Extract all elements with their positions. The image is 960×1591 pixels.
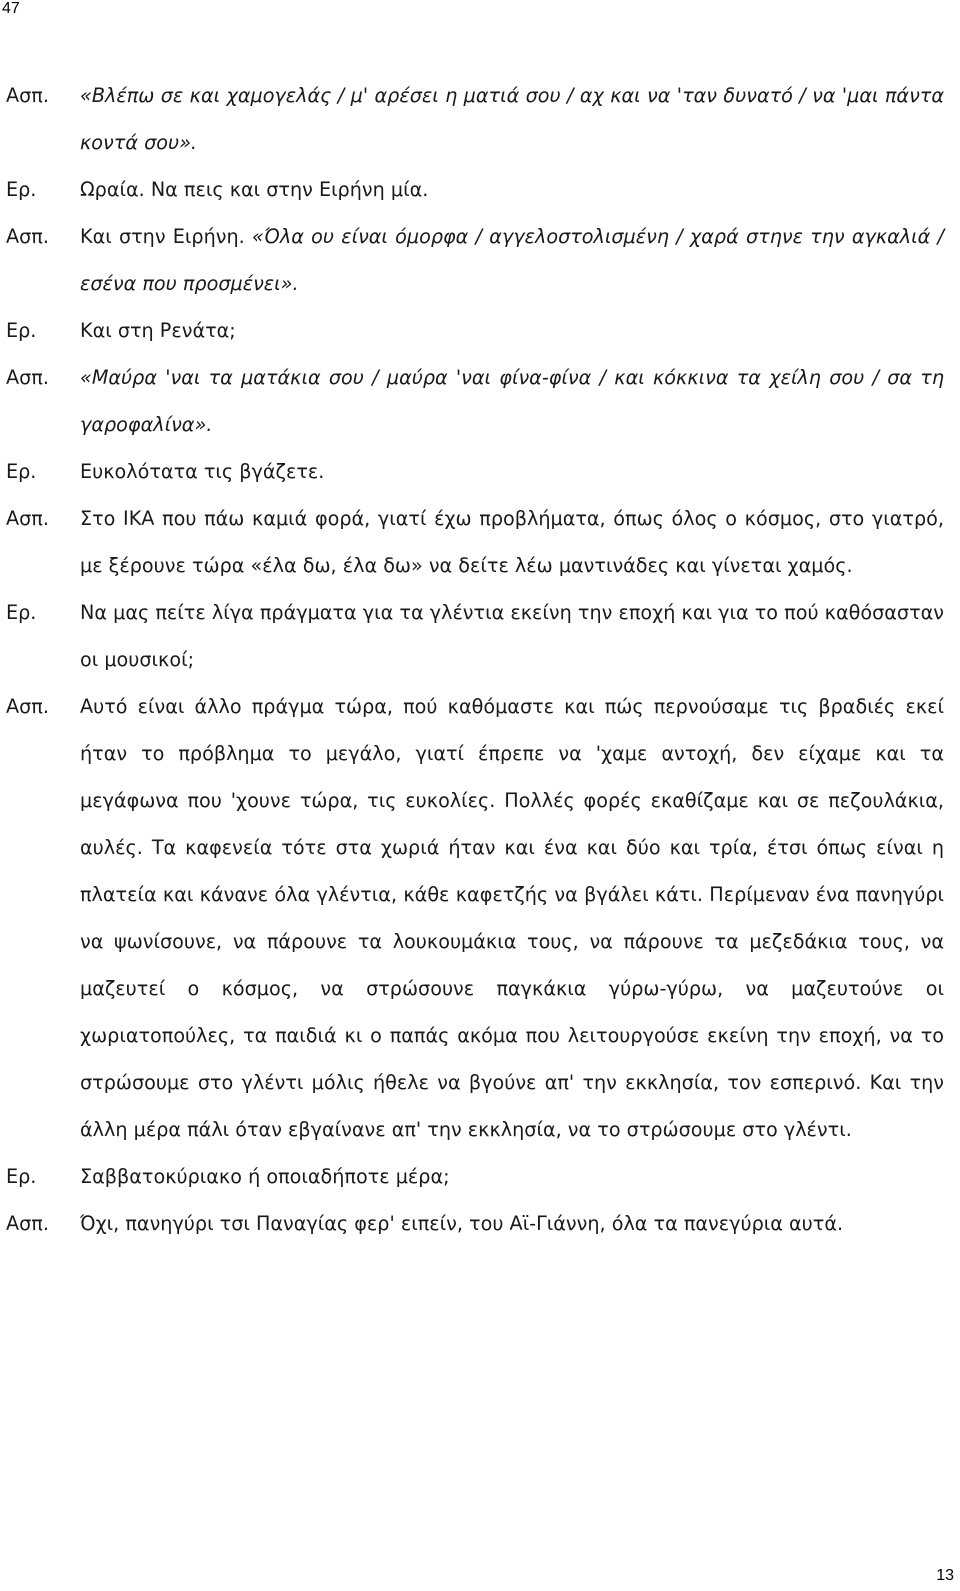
speaker-label: Ερ. <box>6 460 37 483</box>
speaker-label: Ασπ. <box>6 84 49 107</box>
transcript-turn <box>0 354 960 448</box>
utterance-text: Ωραία. Να πεις και στην Ειρήνη μία. <box>80 178 429 201</box>
utterance-text: Αυτό είναι άλλο πράγμα τώρα, πού καθόμαστε και πώς περνούσαμε τις βραδιές εκεί ήταν το πρόβλημα το μεγάλο, γιατί έπρεπε να 'χαμε αντοχή, δεν είχαμε και τα μεγάφωνα που 'χουνε τώρα, τις ευκολίες. Πολλές φορές εκαθίζαμε και σε πεζουλάκια, αυλές. Τα καφενεία τότε στα χωριά ήταν και ένα και δύο και τρία, έτσι όπως είναι η πλατεία και κάνανε όλα γλέντια, κάθε καφετζής να βγάλει κάτι. Περίμεναν ένα πανηγύρι να ψωνίσουνε, να πάρουνε τα λουκουμάκια τους, να πάρουνε τα μεζεδάκια τους, να μαζευτεί ο κόσμος, να στρώσουνε παγκάκια γύρω-γύρω, να μαζευτούνε οι χωριατοπούλες, τα παιδιά κι ο παπάς ακόμα που λειτουργούσε εκείνη την εποχή, να το στρώσουμε στο γλέντι μόλις ήθελε να βγούνε απ' την εκκλησία, τον εσπερινό. Και την άλλη μέρα πάλι όταν εβγαίνανε απ' την εκκλησία, να το στρώσουμε στο γλέντι. <box>80 695 944 1141</box>
speaker-label: Ασπ. <box>6 695 49 718</box>
speaker-label: Ερ. <box>6 601 37 624</box>
speaker-label: Ασπ. <box>6 225 49 248</box>
transcript-turn <box>0 307 960 354</box>
utterance-text: Ευκολότατα τις βγάζετε. <box>80 460 325 483</box>
utterance-text: Όχι, πανηγύρι τσι Παναγίας φερ' ειπείν, του Αϊ-Γιάννη, όλα τα πανεγύρια αυτά. <box>80 1212 844 1235</box>
speaker-label: Ασπ. <box>6 1212 49 1235</box>
utterance-plain: Και στην Ειρήνη. <box>80 225 245 248</box>
page-number-top: 47 <box>2 0 20 17</box>
speaker-label: Ερ. <box>6 319 37 342</box>
transcript-turn <box>0 683 960 1153</box>
utterance-text: «Βλέπω σε και χαμογελάς / μ' αρέσει η ματιά σου / αχ και να 'ταν δυνατό / να 'μαι πάντα κοντά σου». <box>80 84 944 154</box>
speaker-label: Ασπ. <box>6 366 49 389</box>
page-number-bottom: 13 <box>936 1567 954 1584</box>
utterance-text: «Μαύρα 'ναι τα ματάκια σου / μαύρα 'ναι φίνα-φίνα / και κόκκινα τα χείλη σου / σα τη γαροφαλίνα». <box>80 366 944 436</box>
transcript-turn <box>0 1153 960 1200</box>
utterance-text <box>80 213 944 307</box>
utterance-text: Σαββατοκύριακο ή οποιαδήποτε μέρα; <box>80 1165 450 1188</box>
transcript-turn <box>0 166 960 213</box>
transcript-turn <box>0 495 960 589</box>
transcript-turn <box>0 589 960 683</box>
interview-transcript <box>0 72 960 1247</box>
speaker-label: Ασπ. <box>6 507 49 530</box>
speaker-label: Ερ. <box>6 1165 37 1188</box>
utterance-text: Να μας πείτε λίγα πράγματα για τα γλέντια εκείνη την εποχή και για το πού καθόσασταν οι μουσικοί; <box>80 601 944 671</box>
transcript-turn <box>0 213 960 307</box>
transcript-turn <box>0 1200 960 1247</box>
utterance-song: «Όλα ου είναι όμορφα / αγγελοστολισμένη / χαρά στηνε την αγκαλιά / εσένα που προσμένει». <box>80 225 944 295</box>
utterance-text: Στο ΙΚΑ που πάω καμιά φορά, γιατί έχω προβλήματα, όπως όλος ο κόσμος, στο γιατρό, με ξέρουνε τώρα «έλα δω, έλα δω» να δείτε λέω μαντινάδες και γίνεται χαμός. <box>80 507 944 577</box>
utterance-text: Και στη Ρενάτα; <box>80 319 236 342</box>
transcript-turn <box>0 448 960 495</box>
transcript-turn <box>0 72 960 166</box>
speaker-label: Ερ. <box>6 178 37 201</box>
